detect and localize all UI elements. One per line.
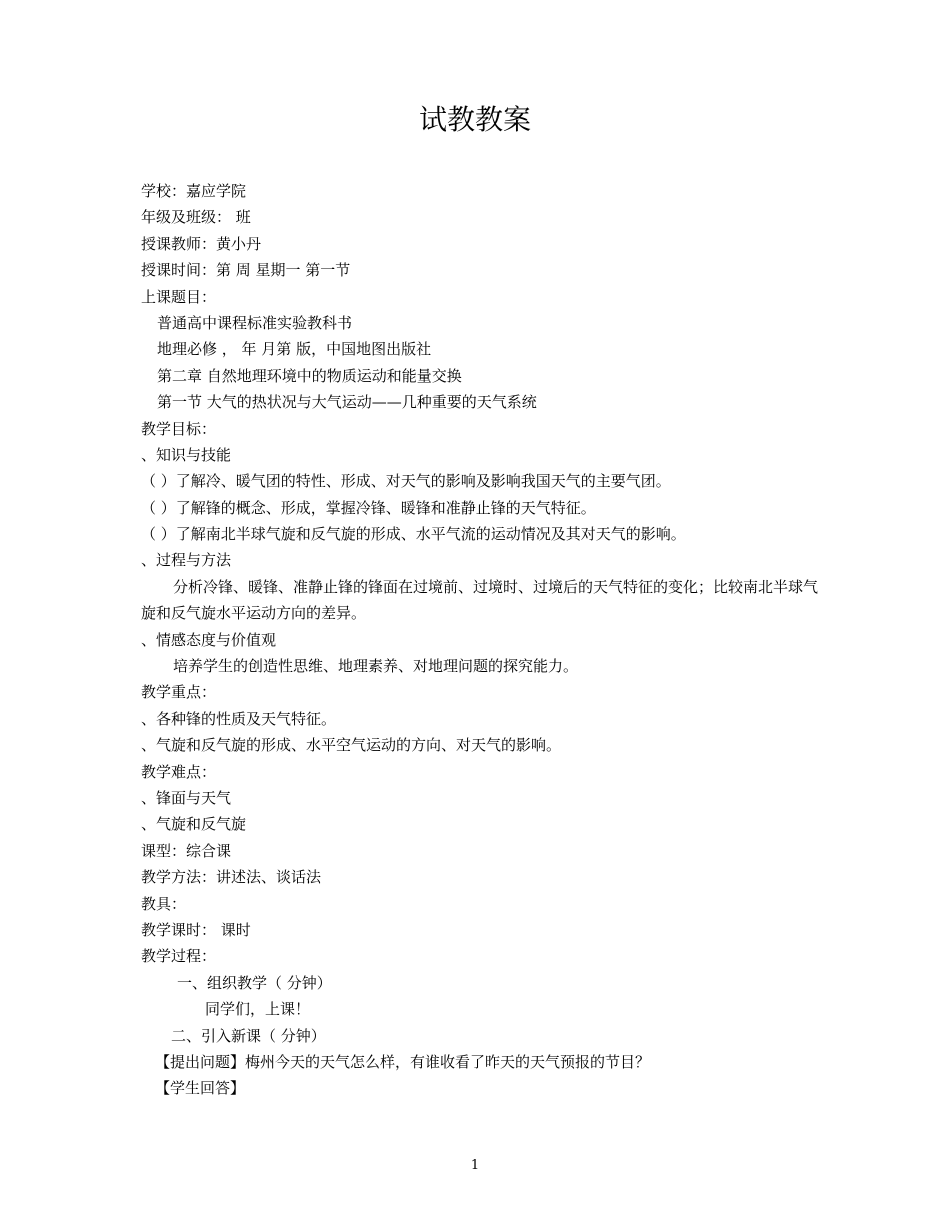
objective-item-1: （ ）了解冷、暖气团的特性、形成、对天气的影响及影响我国天气的主要气团。: [141, 472, 671, 491]
topic-chapter: 第二章 自然地理环境中的物质运动和能量交换: [157, 366, 462, 385]
step-organize-text: 同学们，上课！: [205, 1000, 311, 1019]
student-answer-line: 【学生回答】: [155, 1079, 246, 1098]
teaching-method-line: 教学方法：讲述法、谈话法: [141, 868, 322, 887]
topic-heading: 上课题目：: [141, 287, 217, 306]
class-hours-line: 教学课时： 课时: [141, 920, 251, 939]
objective-item-3: （ ）了解南北半球气旋和反气旋的形成、水平气流的运动情况及其对天气的影响。: [141, 525, 686, 544]
process-paragraph: 分析冷锋、暖锋、准静止锋的锋面在过境前、过境时、过境后的天气特征的变化；比较南北半球气旋和反气旋水平运动方向的差异。: [141, 577, 819, 623]
document-title: 试教教案: [418, 103, 531, 136]
page-number: 1: [470, 1158, 480, 1173]
key-point-2: 、气旋和反气旋的形成、水平空气运动的方向、对天气的影响。: [141, 736, 562, 755]
difficulty-2: 、气旋和反气旋: [141, 815, 247, 834]
step-organize: 一、组织教学（ 分钟）: [177, 973, 332, 992]
objective-process: 、过程与方法: [141, 551, 232, 570]
lesson-type-line: 课型：综合课: [141, 841, 232, 860]
attitude-paragraph: 培养学生的创造性思维、地理素养、对地理问题的探究能力。: [173, 657, 579, 676]
teaching-time-line: 授课时间：第 周 星期一 第一节: [141, 261, 351, 280]
objectives-heading: 教学目标：: [141, 419, 217, 438]
topic-edition: 地理必修 ， 年 月第 版，中国地图出版社: [157, 340, 432, 359]
key-points-heading: 教学重点：: [141, 683, 217, 702]
difficulty-1: 、锋面与天气: [141, 789, 232, 808]
topic-textbook: 普通高中课程标准实验教科书: [157, 313, 353, 332]
objective-knowledge: 、知识与技能: [141, 445, 232, 464]
school-line: 学校：嘉应学院: [141, 182, 247, 200]
objective-item-2: （ ）了解锋的概念、形成，掌握冷锋、暖锋和准静止锋的天气特征。: [141, 498, 596, 517]
grade-class-line: 年级及班级： 班: [141, 208, 251, 227]
difficulties-heading: 教学难点：: [141, 762, 217, 781]
process-heading: 教学过程：: [141, 947, 217, 966]
key-point-1: 、各种锋的性质及天气特征。: [141, 709, 337, 728]
teaching-aids-line: 教具：: [141, 894, 187, 913]
step-introduce: 二、引入新课（ 分钟）: [171, 1026, 326, 1045]
teacher-line: 授课教师：黄小丹: [141, 234, 262, 253]
objective-attitude: 、情感态度与价值观: [141, 630, 277, 649]
document-body: [141, 178, 821, 1102]
question-line: 【提出问题】梅州今天的天气怎么样，有谁收看了昨天的天气预报的节目？: [155, 1052, 651, 1071]
topic-section: 第一节 大气的热状况与大气运动——几种重要的天气系统: [157, 393, 537, 412]
